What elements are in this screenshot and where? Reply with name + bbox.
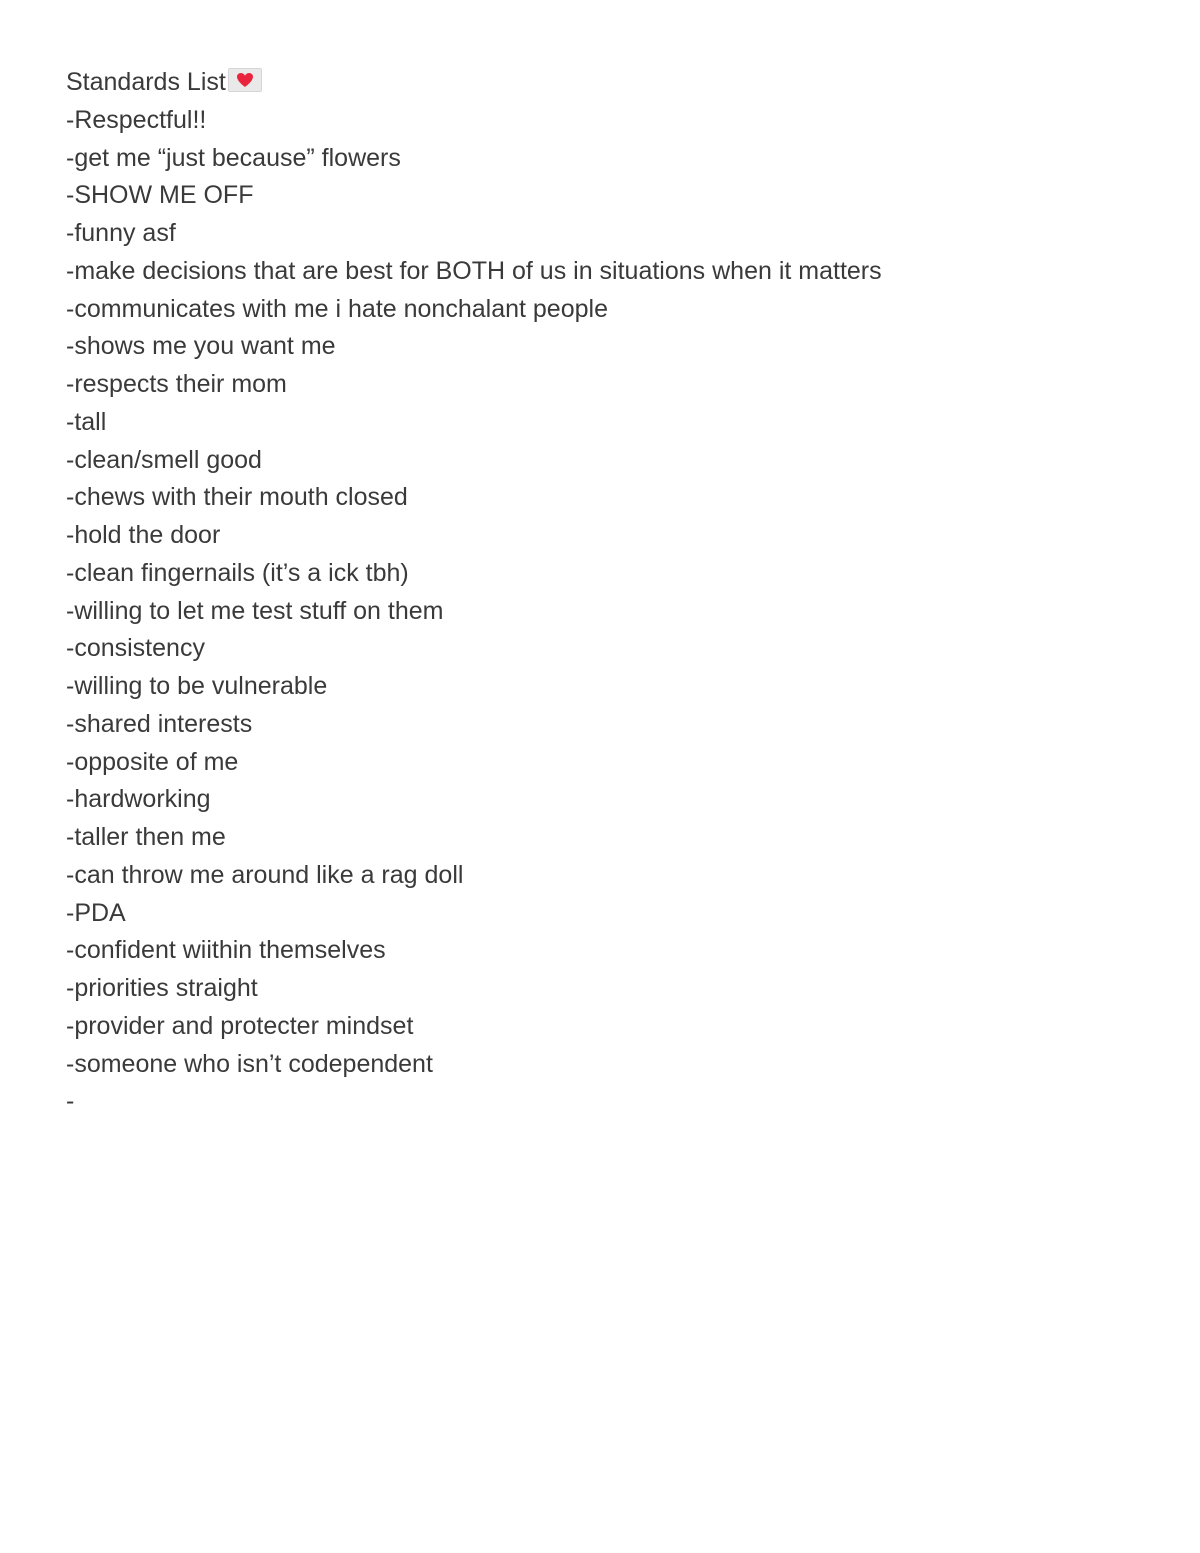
list-item: -willing to be vulnerable — [66, 672, 328, 700]
list-item: -communicates with me i hate nonchalant people — [66, 294, 608, 323]
list-title-line — [66, 64, 1146, 102]
list-item: -SHOW ME OFF — [66, 181, 254, 210]
list-item: -hardworking — [66, 785, 211, 814]
list-item: -Respectful!! — [66, 105, 207, 134]
list-item: -priorities straight — [66, 974, 258, 1002]
red-heart-emoji-icon — [228, 68, 262, 92]
list-item: -hold the door — [66, 521, 221, 549]
list-item: -chews with their mouth closed — [66, 483, 408, 512]
list-item: -consistency — [66, 634, 205, 663]
list-item: -clean/smell good — [66, 445, 262, 474]
list-item: -shared interests — [66, 709, 253, 738]
list-item: -willing to let me test stuff on them — [66, 596, 444, 625]
list-item: -respects their mom — [66, 370, 287, 398]
list-item: -taller then me — [66, 823, 226, 851]
list-item: -tall — [66, 407, 107, 436]
list-item: -PDA — [66, 898, 126, 927]
list-item: -get me “just because” flowers — [66, 143, 401, 172]
page-title: Standards List — [66, 68, 226, 96]
standards-list — [66, 102, 1146, 1121]
list-item: -confident wiithin themselves — [66, 936, 386, 965]
list-item: -can throw me around like a rag doll — [66, 860, 464, 889]
list-item: -shows me you want me — [66, 332, 336, 361]
list-item: -opposite of me — [66, 747, 239, 776]
list-item: -someone who isn’t codependent — [66, 1049, 433, 1078]
list-item: -make decisions that are best for BOTH of us in situations when it matters — [66, 256, 882, 285]
list-item: -provider and protecter mindset — [66, 1011, 414, 1040]
list-item: - — [66, 1087, 75, 1116]
list-item: -clean fingernails (it’s a ick tbh) — [66, 558, 409, 587]
list-item: -funny asf — [66, 219, 176, 247]
note-page — [66, 64, 1146, 1121]
